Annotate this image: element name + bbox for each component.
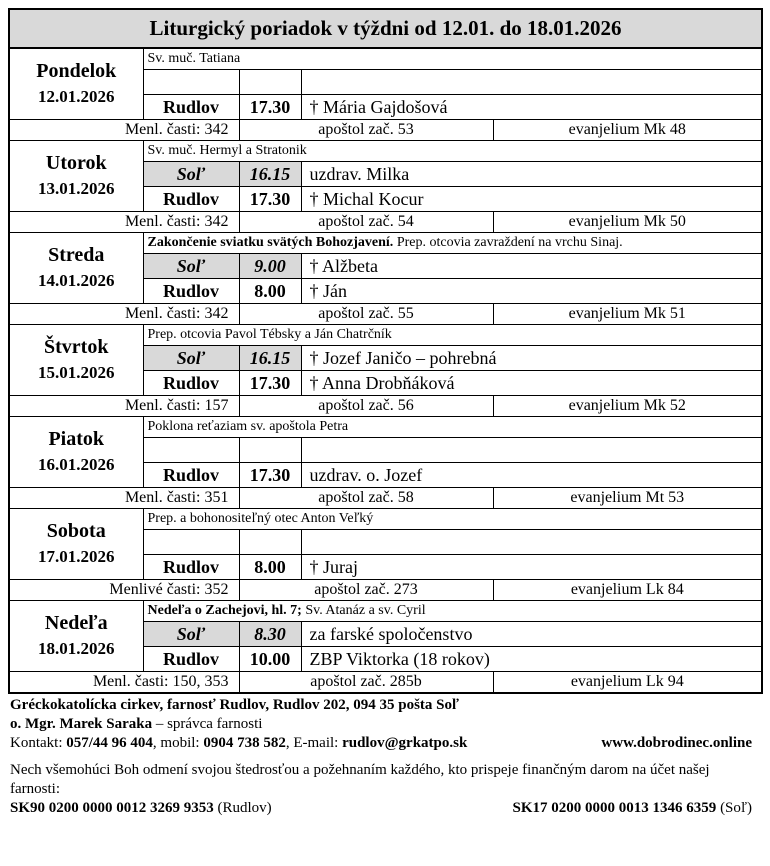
- menlive-casti: Menl. časti: 351: [9, 488, 239, 509]
- day-block: [9, 325, 762, 346]
- service-intention: za farské spoločenstvo: [301, 622, 762, 647]
- iban-rudlov-label: (Rudlov): [213, 800, 272, 816]
- day-block: [9, 601, 762, 622]
- menlive-casti: Menl. časti: 342: [9, 212, 239, 233]
- service-time: 16.15: [239, 162, 301, 187]
- priest-role: – správca farnosti: [152, 716, 263, 732]
- service-time: 17.30: [239, 187, 301, 212]
- mobile-number[interactable]: 0904 738 582: [203, 735, 286, 751]
- day-date: 18.01.2026: [38, 639, 115, 658]
- service-time: 8.30: [239, 622, 301, 647]
- service-time: [239, 530, 301, 555]
- evanjelium-reading: evanjelium Lk 94: [493, 672, 762, 694]
- service-intention: [301, 438, 762, 463]
- phone-number[interactable]: 057/44 96 404: [66, 735, 153, 751]
- feast-text: Prep. a bohonositeľný otec Anton Veľký: [147, 511, 374, 526]
- service-place: Soľ: [143, 254, 239, 279]
- day-date: 15.01.2026: [38, 363, 115, 382]
- menlive-casti: Menl. časti: 150, 353: [9, 672, 239, 694]
- day-block: [9, 141, 762, 162]
- service-time: 8.00: [239, 555, 301, 580]
- donation-text: Nech všemohúci Boh odmení svojou štedrosťou a požehnaním každého, kto prispeje finančným darom na účet našej farnosti:: [10, 762, 710, 797]
- service-place: Rudlov: [143, 371, 239, 396]
- menlive-casti: Menl. časti: 157: [9, 396, 239, 417]
- menlive-casti: Menlivé časti: 352: [9, 580, 239, 601]
- church-address: Gréckokatolícka cirkev, farnosť Rudlov, Rudlov 202, 094 35 pošta Soľ: [10, 697, 460, 713]
- service-intention: [301, 70, 762, 95]
- apostol-reading: apoštol zač. 273: [239, 580, 493, 601]
- day-name: Štvrtok: [44, 336, 109, 358]
- day-block: [9, 233, 762, 254]
- readings-row: [9, 212, 762, 233]
- day-date: 17.01.2026: [38, 547, 115, 566]
- service-place: Rudlov: [143, 647, 239, 672]
- service-place: Rudlov: [143, 187, 239, 212]
- day-cell: [9, 141, 143, 212]
- day-name: Streda: [48, 244, 105, 266]
- day-date: 12.01.2026: [38, 87, 115, 106]
- readings-row: [9, 488, 762, 509]
- contact-line: [10, 734, 760, 753]
- menlive-casti: Menl. časti: 342: [9, 304, 239, 325]
- feast-text: Prep. otcovia zavraždení na vrchu Sinaj.: [393, 235, 623, 250]
- service-time: 8.00: [239, 279, 301, 304]
- service-place: [143, 530, 239, 555]
- email-link[interactable]: rudlov@grkatpo.sk: [342, 735, 468, 751]
- day-date: 14.01.2026: [38, 271, 115, 290]
- service-intention: † Mária Gajdošová: [301, 95, 762, 120]
- service-place: Soľ: [143, 162, 239, 187]
- day-cell: [9, 325, 143, 396]
- iban-sol: SK17 0200 0000 0013 1346 6359: [512, 800, 717, 816]
- day-block: [9, 48, 762, 70]
- service-place: Soľ: [143, 346, 239, 371]
- evanjelium-reading: evanjelium Mk 52: [493, 396, 762, 417]
- service-intention: † Michal Kocur: [301, 187, 762, 212]
- service-time: 17.30: [239, 371, 301, 396]
- day-cell: [9, 233, 143, 304]
- page-title: Liturgický poriadok v týždni od 12.01. do 18.01.2026: [9, 9, 762, 48]
- day-name: Pondelok: [36, 60, 117, 82]
- day-block: [9, 417, 762, 438]
- day-name: Utorok: [45, 152, 107, 174]
- iban-sol-label: (Soľ): [716, 800, 752, 816]
- service-time: [239, 70, 301, 95]
- readings-row: [9, 580, 762, 601]
- service-time: 16.15: [239, 346, 301, 371]
- day-date: 13.01.2026: [38, 179, 115, 198]
- service-intention: † Jozef Janičo – pohrebná: [301, 346, 762, 371]
- service-intention: † Ján: [301, 279, 762, 304]
- service-place: Soľ: [143, 622, 239, 647]
- apostol-reading: apoštol zač. 54: [239, 212, 493, 233]
- service-intention: † Juraj: [301, 555, 762, 580]
- readings-row: [9, 396, 762, 417]
- schedule-sheet: [8, 8, 761, 816]
- feast-bold: Nedeľa o Zachejovi, hl. 7;: [147, 603, 302, 618]
- feast-cell: [143, 601, 762, 622]
- contact-label: Kontakt:: [10, 735, 67, 751]
- service-intention: uzdrav. o. Jozef: [301, 463, 762, 488]
- feast-text: Sv. muč. Hermyl a Stratonik: [147, 143, 307, 158]
- day-cell: [9, 417, 143, 488]
- readings-row: [9, 672, 762, 694]
- day-cell: [9, 509, 143, 580]
- feast-bold: Zakončenie sviatku svätých Bohozjavení.: [147, 235, 394, 250]
- day-cell: [9, 48, 143, 120]
- evanjelium-reading: evanjelium Mk 48: [493, 120, 762, 141]
- feast-cell: [143, 325, 762, 346]
- service-time: 10.00: [239, 647, 301, 672]
- feast-text: Poklona reťaziam sv. apoštola Petra: [147, 419, 349, 434]
- service-place: [143, 70, 239, 95]
- evanjelium-reading: evanjelium Mk 50: [493, 212, 762, 233]
- feast-cell: [143, 141, 762, 162]
- apostol-reading: apoštol zač. 58: [239, 488, 493, 509]
- service-place: Rudlov: [143, 279, 239, 304]
- service-place: Rudlov: [143, 463, 239, 488]
- day-date: 16.01.2026: [38, 455, 115, 474]
- readings-row: [9, 304, 762, 325]
- iban-rudlov: SK90 0200 0000 0012 3269 9353: [10, 800, 214, 816]
- day-name: Nedeľa: [44, 612, 108, 634]
- feast-cell: [143, 509, 762, 530]
- service-place: [143, 438, 239, 463]
- apostol-reading: apoštol zač. 285b: [239, 672, 493, 694]
- service-time: [239, 438, 301, 463]
- footer: [10, 696, 760, 818]
- service-intention: † Anna Drobňáková: [301, 371, 762, 396]
- feast-text: Sv. muč. Tatiana: [147, 51, 241, 66]
- website-link[interactable]: www.dobrodinec.online: [601, 735, 752, 751]
- menlive-casti: Menl. časti: 342: [9, 120, 239, 141]
- schedule-table: [8, 8, 763, 694]
- email-label: , E-mail:: [285, 735, 343, 751]
- apostol-reading: apoštol zač. 56: [239, 396, 493, 417]
- feast-cell: [143, 417, 762, 438]
- readings-row: [9, 120, 762, 141]
- service-intention: uzdrav. Milka: [301, 162, 762, 187]
- day-name: Piatok: [48, 428, 105, 450]
- service-intention: † Alžbeta: [301, 254, 762, 279]
- evanjelium-reading: evanjelium Mk 51: [493, 304, 762, 325]
- day-block: [9, 509, 762, 530]
- evanjelium-reading: evanjelium Mt 53: [493, 488, 762, 509]
- apostol-reading: apoštol zač. 55: [239, 304, 493, 325]
- priest-name: o. Mgr. Marek Saraka: [10, 716, 153, 732]
- mobile-label: , mobil:: [152, 735, 204, 751]
- service-time: 17.30: [239, 95, 301, 120]
- service-place: Rudlov: [143, 555, 239, 580]
- priest-line: [10, 715, 760, 734]
- day-name: Sobota: [46, 520, 106, 542]
- feast-text: Prep. otcovia Pavol Tébsky a Ján Chatrčník: [147, 327, 392, 342]
- service-time: 17.30: [239, 463, 301, 488]
- service-time: 9.00: [239, 254, 301, 279]
- service-intention: ZBP Viktorka (18 rokov): [301, 647, 762, 672]
- service-place: Rudlov: [143, 95, 239, 120]
- feast-cell: [143, 48, 762, 70]
- service-intention: [301, 530, 762, 555]
- evanjelium-reading: evanjelium Lk 84: [493, 580, 762, 601]
- iban-line: [10, 799, 760, 818]
- apostol-reading: apoštol zač. 53: [239, 120, 493, 141]
- day-cell: [9, 601, 143, 672]
- feast-cell: [143, 233, 762, 254]
- feast-text: Sv. Atanáz a sv. Cyril: [301, 603, 426, 618]
